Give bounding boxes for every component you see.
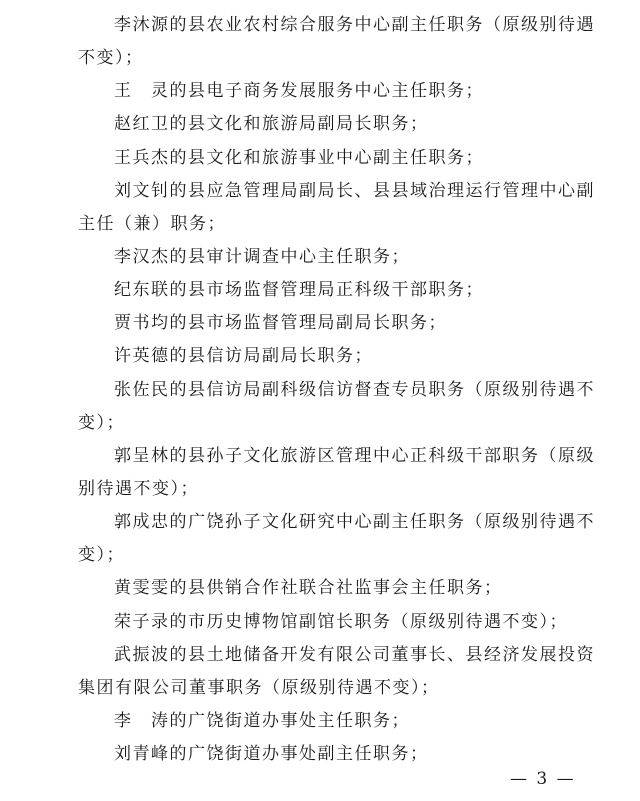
entry-line: 贾书均的县市场监督管理局副局长职务； (114, 313, 447, 334)
entry-line: 黄雯雯的县供销合作社联合社监事会主任职务； (114, 578, 503, 599)
entry-line: 不变）； (78, 48, 144, 69)
entry-line: 主任（兼）职务； (78, 213, 226, 234)
entry-line: 李沐源的县农业农村综合服务中心副主任职务（原级别待遇 (114, 15, 595, 35)
entry-line: 李汉杰的县审计调查中心主任职务； (114, 247, 410, 267)
entry-line: 李 涛的广饶街道办事处主任职务； (114, 710, 410, 731)
entry-line: 武振波的县土地储备开发有限公司董事长、县经济发展投资 (114, 644, 595, 665)
entry-line: 荣子录的市历史博物馆副馆长职务（原级别待遇不变）； (114, 611, 568, 632)
entry-line: 纪东联的县市场监督管理局正科级干部职务； (114, 280, 484, 301)
entry-line: 张佐民的县信访局副科级信访督查专员职务（原级别待遇不 (114, 379, 595, 400)
entry-line: 刘文钊的县应急管理局副局长、县县域治理运行管理中心副 (114, 180, 595, 201)
entry-line: 郭成忠的广饶孙子文化研究中心副主任职务（原级别待遇不 (114, 512, 595, 532)
entry-line: 集团有限公司董事职务（原级别待遇不变）； (78, 677, 440, 698)
entry-line: 变）； (78, 412, 125, 433)
entry-line: 变）； (78, 545, 125, 566)
entry-line: 许英德的县信访局副局长职务； (114, 346, 373, 367)
entry-line: 别待遇不变）； (78, 478, 199, 499)
entry-line: 王 灵的县电子商务发展服务中心主任职务； (114, 81, 484, 102)
entry-line: 郭呈林的县孙子文化旅游区管理中心正科级干部职务（原级 (114, 445, 595, 466)
page-number: — 3 — (510, 769, 576, 789)
entry-line: 刘青峰的广饶街道办事处副主任职务； (114, 744, 429, 764)
entry-line: 王兵杰的县文化和旅游事业中心副主任职务； (114, 147, 484, 168)
entry-line: 赵红卫的县文化和旅游局副局长职务； (114, 114, 429, 135)
